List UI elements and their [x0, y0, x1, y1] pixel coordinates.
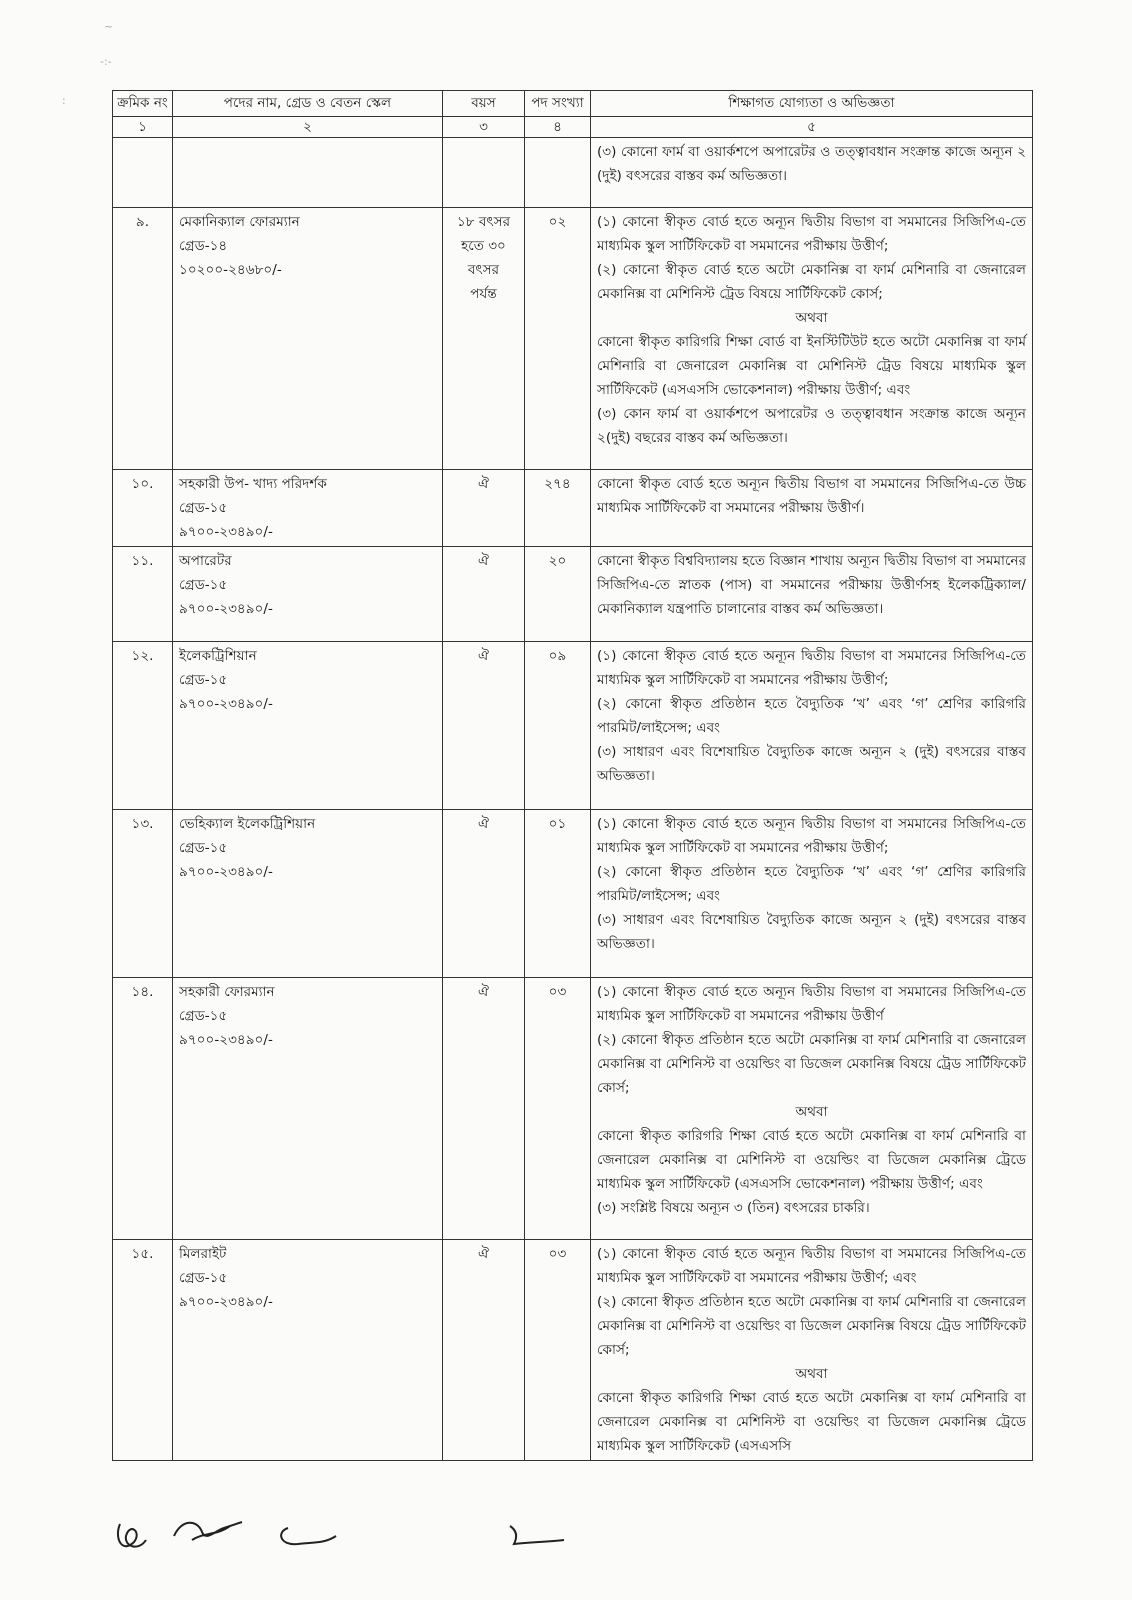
qualification-cell	[591, 470, 1033, 547]
qualification-cell	[591, 208, 1033, 470]
age-cell: ঐ	[443, 547, 525, 642]
qualification-cell	[591, 547, 1033, 642]
post-cell: মিলরাইট গ্রেড-১৫ ৯৭০০-২৩৪৯০/-	[173, 1240, 443, 1461]
serial-cell: ৯.	[113, 208, 173, 470]
serial-cell: ১৫.	[113, 1240, 173, 1461]
qualification-line: (২) কোনো স্বীকৃত প্রতিষ্ঠান হতে অটো মেকানিক্স বা ফার্ম মেশিনারি বা জেনারেল মেকানিক্স বা মেশিনিস্ট বা ওয়েল্ডিং বা ডিজেল মেকানিক্স বিষয়ে ট্রেড সার্টিফিকেট কোর্স;	[597, 1032, 1026, 1096]
header-age: বয়স	[443, 91, 525, 117]
scan-mark: :	[62, 94, 66, 107]
column-number: ২	[173, 117, 443, 138]
serial-cell: ১৩.	[113, 810, 173, 978]
scan-mark: ~	[104, 20, 114, 33]
header-serial: ক্রমিক নং	[113, 91, 173, 117]
post-cell: সহকারী ফোরম্যান গ্রেড-১৫ ৯৭০০-২৩৪৯০/-	[173, 978, 443, 1240]
qualification-cell	[591, 138, 1033, 208]
table-row	[113, 470, 1033, 547]
qualification-line: (২) কোনো স্বীকৃত বোর্ড হতে অটো মেকানিক্স বা ফার্ম মেশিনারি বা জেনারেল মেকানিক্স বা মেশিনিস্ট ট্রেড বিষয়ে সার্টিফিকেট কোর্স;	[597, 262, 1026, 302]
age-cell: ঐ	[443, 470, 525, 547]
post-cell	[173, 138, 443, 208]
qualification-line: (১) কোনো স্বীকৃত বোর্ড হতে অন্যূন দ্বিতীয় বিভাগ বা সমমানের সিজিপিএ-তে মাধ্যমিক স্কুল সার্টিফিকেট বা সমমানের পরীক্ষায় উত্তীর্ণ	[597, 984, 1026, 1024]
header-qualification: শিক্ষাগত যোগ্যতা ও অভিজ্ঞতা	[591, 91, 1033, 117]
post-cell: ভেহিক্যাল ইলেকট্রিশিয়ান গ্রেড-১৫ ৯৭০০-২৩৪৯০/-	[173, 810, 443, 978]
count-cell: ০১	[525, 810, 591, 978]
table-row	[113, 810, 1033, 978]
column-number: ৫	[591, 117, 1033, 138]
qualification-line: (২) কোনো স্বীকৃত প্রতিষ্ঠান হতে বৈদ্যুতিক ‘খ’ এবং ‘গ’ শ্রেণির কারিগরি পারমিট/লাইসেন্স; এবং	[597, 696, 1026, 736]
header-count: পদ সংখ্যা	[525, 91, 591, 117]
age-cell	[443, 138, 525, 208]
table-row	[113, 547, 1033, 642]
age-cell: ১৮ বৎসর হতে ৩০ বৎসর পর্যন্ত	[443, 208, 525, 470]
qualification-line: (১) কোনো স্বীকৃত বোর্ড হতে অন্যূন দ্বিতীয় বিভাগ বা সমমানের সিজিপিএ-তে মাধ্যমিক স্কুল সার্টিফিকেট বা সমমানের পরীক্ষায় উত্তীর্ণ;	[597, 648, 1026, 688]
column-number: ৪	[525, 117, 591, 138]
count-cell: ০৩	[525, 1240, 591, 1461]
table-row	[113, 1240, 1033, 1461]
job-requirements-table	[112, 90, 1033, 1461]
column-number-row	[113, 117, 1033, 138]
count-cell: ২০	[525, 547, 591, 642]
qualification-line: (১) কোনো স্বীকৃত বোর্ড হতে অন্যূন দ্বিতীয় বিভাগ বা সমমানের সিজিপিএ-তে মাধ্যমিক স্কুল সার্টিফিকেট বা সমমানের পরীক্ষায় উত্তীর্ণ;	[597, 214, 1026, 254]
column-number: ৩	[443, 117, 525, 138]
count-cell: ০৯	[525, 642, 591, 810]
qualification-line: (২) কোনো স্বীকৃত প্রতিষ্ঠান হতে বৈদ্যুতিক ‘খ’ এবং ‘গ’ শ্রেণির কারিগরি পারমিট/লাইসেন্স; এবং	[597, 864, 1026, 904]
count-cell: ০২	[525, 208, 591, 470]
count-cell: ০৩	[525, 978, 591, 1240]
signature-initials	[112, 1502, 572, 1562]
or-separator: অথবা	[795, 1366, 828, 1382]
post-cell: ইলেকট্রিশিয়ান গ্রেড-১৫ ৯৭০০-২৩৪৯০/-	[173, 642, 443, 810]
post-cell: সহকারী উপ- খাদ্য পরিদর্শক গ্রেড-১৫ ৯৭০০-২৩৪৯০/-	[173, 470, 443, 547]
table-row	[113, 978, 1033, 1240]
qualification-line: কোনো স্বীকৃত কারিগরি শিক্ষা বোর্ড বা ইনস্টিটিউট হতে অটো মেকানিক্স বা ফার্ম মেশিনারি বা জেনারেল মেকানিক্স বা মেশিনিস্ট ট্রেড বিষয়ে মাধ্যমিক স্কুল সার্টিফিকেট (এসএসসি ভোকেশনাল) পরীক্ষায় উত্তীর্ণ; এবং	[597, 334, 1026, 398]
serial-cell: ১২.	[113, 642, 173, 810]
qualification-line: কোনো স্বীকৃত বিশ্ববিদ্যালয় হতে বিজ্ঞান শাখায় অন্যূন দ্বিতীয় বিভাগ বা সমমানের সিজিপিএ-তে স্নাতক (পাস) বা সমমানের পরীক্ষায় উত্তীর্ণসহ ইলেকট্রিক্যাল/মেকানিক্যাল যন্ত্রপাতি চালানোর বাস্তব কর্ম অভিজ্ঞতা।	[597, 553, 1026, 617]
or-separator: অথবা	[795, 1104, 828, 1120]
qualification-line: (৩) সাধারণ এবং বিশেষায়িত বৈদ্যুতিক কাজে অন্যূন ২ (দুই) বৎসরের বাস্তব অভিজ্ঞতা।	[597, 912, 1026, 952]
count-cell	[525, 138, 591, 208]
qualification-cell	[591, 642, 1033, 810]
age-cell: ঐ	[443, 810, 525, 978]
qualification-line: (৩) সংশ্লিষ্ট বিষয়ে অন্যূন ৩ (তিন) বৎসরের চাকরি।	[597, 1200, 870, 1216]
age-cell: ঐ	[443, 1240, 525, 1461]
qualification-line: (৩) কোনো ফার্ম বা ওয়ার্কশপে অপারেটর ও তত্ত্বাবধান সংক্রান্ত কাজে অন্যূন ২ (দুই) বৎসরের বাস্তব কর্ম অভিজ্ঞতা।	[597, 144, 1026, 184]
or-separator: অথবা	[795, 310, 828, 326]
column-number: ১	[113, 117, 173, 138]
table-row	[113, 208, 1033, 470]
age-cell: ঐ	[443, 642, 525, 810]
serial-cell: ১৪.	[113, 978, 173, 1240]
qualification-line: কোনো স্বীকৃত কারিগরি শিক্ষা বোর্ড হতে অটো মেকানিক্স বা ফার্ম মেশিনারি বা জেনারেল মেকানিক্স বা মেশিনিস্ট বা ওয়েল্ডিং বা ডিজেল মেকানিক্স ট্রেডে মাধ্যমিক স্কুল সার্টিফিকেট (এসএসসি ভোকেশনাল) পরীক্ষায় উত্তীর্ণ; এবং	[597, 1128, 1026, 1192]
header-row	[113, 91, 1033, 117]
qualification-line: (১) কোনো স্বীকৃত বোর্ড হতে অন্যূন দ্বিতীয় বিভাগ বা সমমানের সিজিপিএ-তে মাধ্যমিক স্কুল সার্টিফিকেট বা সমমানের পরীক্ষায় উত্তীর্ণ; এবং	[597, 1246, 1026, 1286]
qualification-line: (২) কোনো স্বীকৃত প্রতিষ্ঠান হতে অটো মেকানিক্স বা ফার্ম মেশিনারি বা জেনারেল মেকানিক্স বা মেশিনিস্ট বা ওয়েল্ডিং বা ডিজেল মেকানিক্স বিষয়ে ট্রেড সার্টিফিকেট কোর্স;	[597, 1294, 1026, 1358]
serial-cell	[113, 138, 173, 208]
post-cell: অপারেটর গ্রেড-১৫ ৯৭০০-২৩৪৯০/-	[173, 547, 443, 642]
serial-cell: ১০.	[113, 470, 173, 547]
qualification-line: (৩) সাধারণ এবং বিশেষায়িত বৈদ্যুতিক কাজে অন্যূন ২ (দুই) বৎসরের বাস্তব অভিজ্ঞতা।	[597, 744, 1026, 784]
qualification-line: (৩) কোন ফার্ম বা ওয়ার্কশপে অপারেটর ও তত্ত্বাবধান সংক্রান্ত কাজে অন্যূন ২(দুই) বছরের বাস্তব কর্ম অভিজ্ঞতা।	[597, 406, 1026, 446]
age-cell: ঐ	[443, 978, 525, 1240]
post-cell: মেকানিক্যাল ফোরম্যান গ্রেড-১৪ ১০২০০-২৪৬৮০/-	[173, 208, 443, 470]
serial-cell: ১১.	[113, 547, 173, 642]
qualification-line: কোনো স্বীকৃত কারিগরি শিক্ষা বোর্ড হতে অটো মেকানিক্স বা ফার্ম মেশিনারি বা জেনারেল মেকানিক্স বা মেশিনিস্ট বা ওয়েল্ডিং বা ডিজেল মেকানিক্স ট্রেডে মাধ্যমিক স্কুল সার্টিফিকেট (এসএসসি	[597, 1390, 1026, 1454]
header-post: পদের নাম, গ্রেড ও বেতন স্কেল	[173, 91, 443, 117]
qualification-cell	[591, 978, 1033, 1240]
table-row	[113, 642, 1033, 810]
qualification-cell	[591, 1240, 1033, 1461]
table-row	[113, 138, 1033, 208]
qualification-line: (১) কোনো স্বীকৃত বোর্ড হতে অন্যূন দ্বিতীয় বিভাগ বা সমমানের সিজিপিএ-তে মাধ্যমিক স্কুল সার্টিফিকেট বা সমমানের পরীক্ষায় উত্তীর্ণ;	[597, 816, 1026, 856]
table-body	[113, 138, 1033, 1461]
scan-mark: -:-	[100, 55, 112, 68]
count-cell: ২৭৪	[525, 470, 591, 547]
qualification-line: কোনো স্বীকৃত বোর্ড হতে অন্যূন দ্বিতীয় বিভাগ বা সমমানের সিজিপিএ-তে উচ্চ মাধ্যমিক সার্টিফিকেট বা সমমানের পরীক্ষায় উত্তীর্ণ।	[597, 476, 1026, 516]
qualification-cell	[591, 810, 1033, 978]
